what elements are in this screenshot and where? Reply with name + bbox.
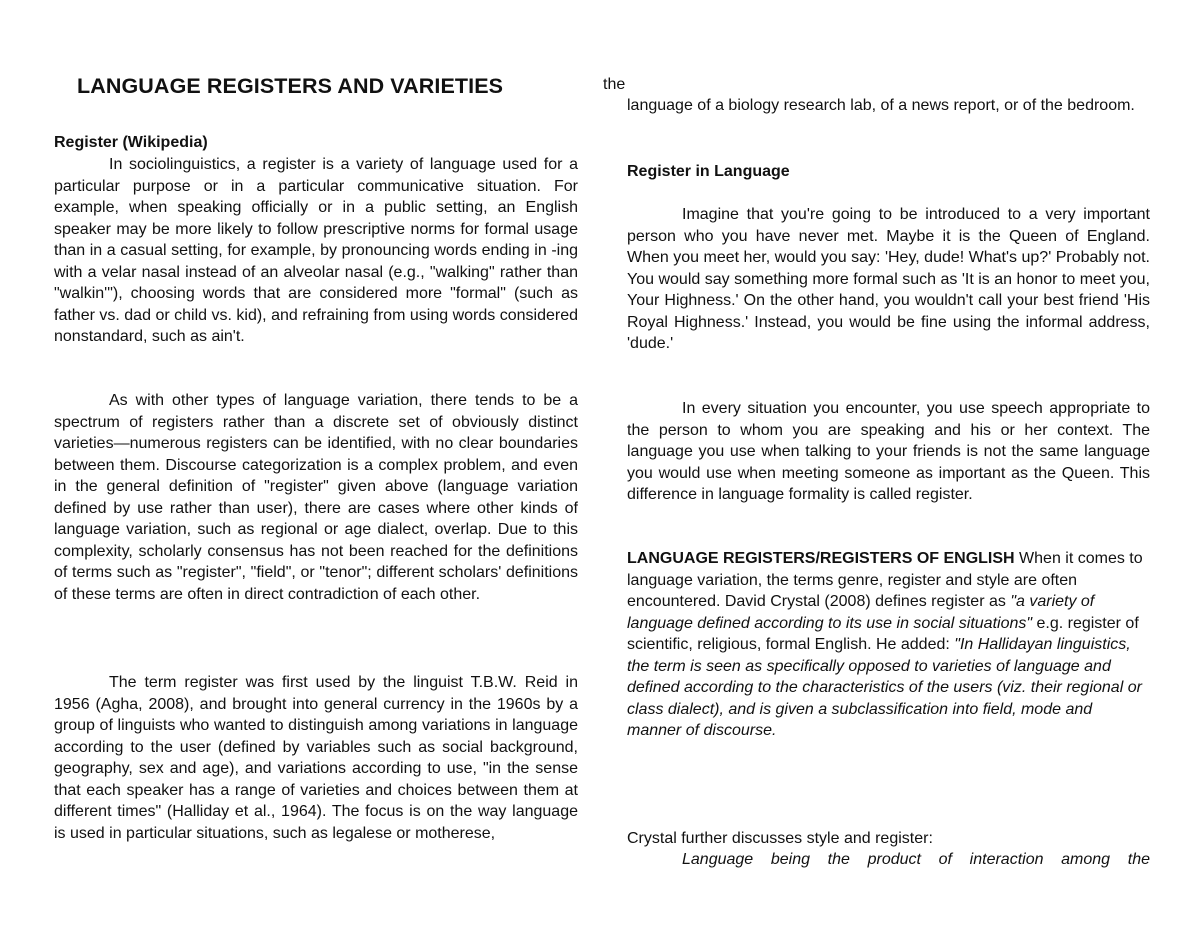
crystal-further-line: Crystal further discusses style and register:	[627, 830, 933, 847]
paragraph-register-definition: In sociolinguistics, a register is a variety of language used for a particular purpose or in a particular communicative situation. For example, when speaking officially or in a public setting, an English speaker may be more likely to follow prescriptive norms for formal usage than in a casual setting, for example, by pronouncing words ending in -ing with a velar nasal instead of an alveolar nasal (e.g., "walking" rather than "walkin'"), choosing words that are considered more "formal" (such as father vs. dad or child vs. kid), and refraining from using words considered nonstandard, such as ain't.	[54, 156, 578, 345]
language-product-line	[627, 849, 1150, 871]
crystal-quote-halliday: "In Hallidayan linguistics, the term is seen as specifically opposed to varieties of language and defined according to the characteristics of the users (viz. their regional or class dialect), and is given a subclassification into field, mode and manner of discourse.	[627, 636, 1142, 739]
language-product-text: Language being the product of interaction among the	[682, 851, 1150, 868]
paragraph-term-register-history: The term register was first used by the linguist T.B.W. Reid in 1956 (Agha, 2008), and brought into general currency in the 1960s by a group of linguists who wanted to distinguish among variations in language according to the user (defined by variables such as social background, geography, sex and age), and variations according to use, "in the sense that each speaker has a range of varieties and choices between them at different times" (Halliday et al., 1964). The focus is on the way language is used in particular situations, such as legalese or motherese,	[54, 674, 578, 842]
carryover-word: the	[603, 76, 626, 93]
paragraph-continuation: language of a biology research lab, of a news report, or of the bedroom.	[627, 97, 1135, 114]
registers-mid-text: e.g. register of scientific, religious, formal English. He added:	[627, 614, 1139, 653]
paragraph-registers-of-english	[627, 548, 1150, 742]
paragraph-every-situation: In every situation you encounter, you use speech appropriate to the person to whom you are speaking and his or her context. The language you use when talking to your friends is not the same language you would use when meeting someone as important as the Queen. This difference in language formality is called register.	[627, 400, 1150, 503]
registers-intro-text: When it comes to language variation, the terms genre, register and style are often encountered. David Crystal (2008) defines register as	[627, 550, 1143, 610]
page-title: LANGUAGE REGISTERS AND VARIETIES	[77, 74, 504, 98]
register-heading: Register (Wikipedia)	[54, 134, 208, 151]
paragraph-imagine: Imagine that you're going to be introduced to a very important person who you have never met. Maybe it is the Queen of England. When you meet her, would you say: 'Hey, dude! What's up?' Probably not. You would say something more formal such as 'It is an honor to meet you, Your Highness.' On the other hand, you wouldn't call your best friend 'His Royal Highness.' Instead, you would be fine using the informal address, 'dude.'	[627, 206, 1150, 352]
registers-of-english-heading: LANGUAGE REGISTERS/REGISTERS OF ENGLISH	[627, 550, 1015, 567]
paragraph-language-variation: As with other types of language variation, there tends to be a spectrum of registers rather than a discrete set of obviously distinct varieties—numerous registers can be identified, with no clear boundaries between them. Discourse categorization is a complex problem, and even in the general definition of "register" given above (language variation defined by use rather than user), there are cases where other kinds of language variation, such as regional or age dialect, overlap. Due to this complexity, scholarly consensus has not been reached for the definitions of terms such as "register", "field", or "tenor"; different scholars' definitions of these terms are often in direct contradiction of each other.	[54, 392, 578, 603]
register-in-language-heading: Register in Language	[627, 163, 790, 180]
crystal-quote-definition: "a variety of language defined according to its use in social situations"	[627, 593, 1095, 632]
